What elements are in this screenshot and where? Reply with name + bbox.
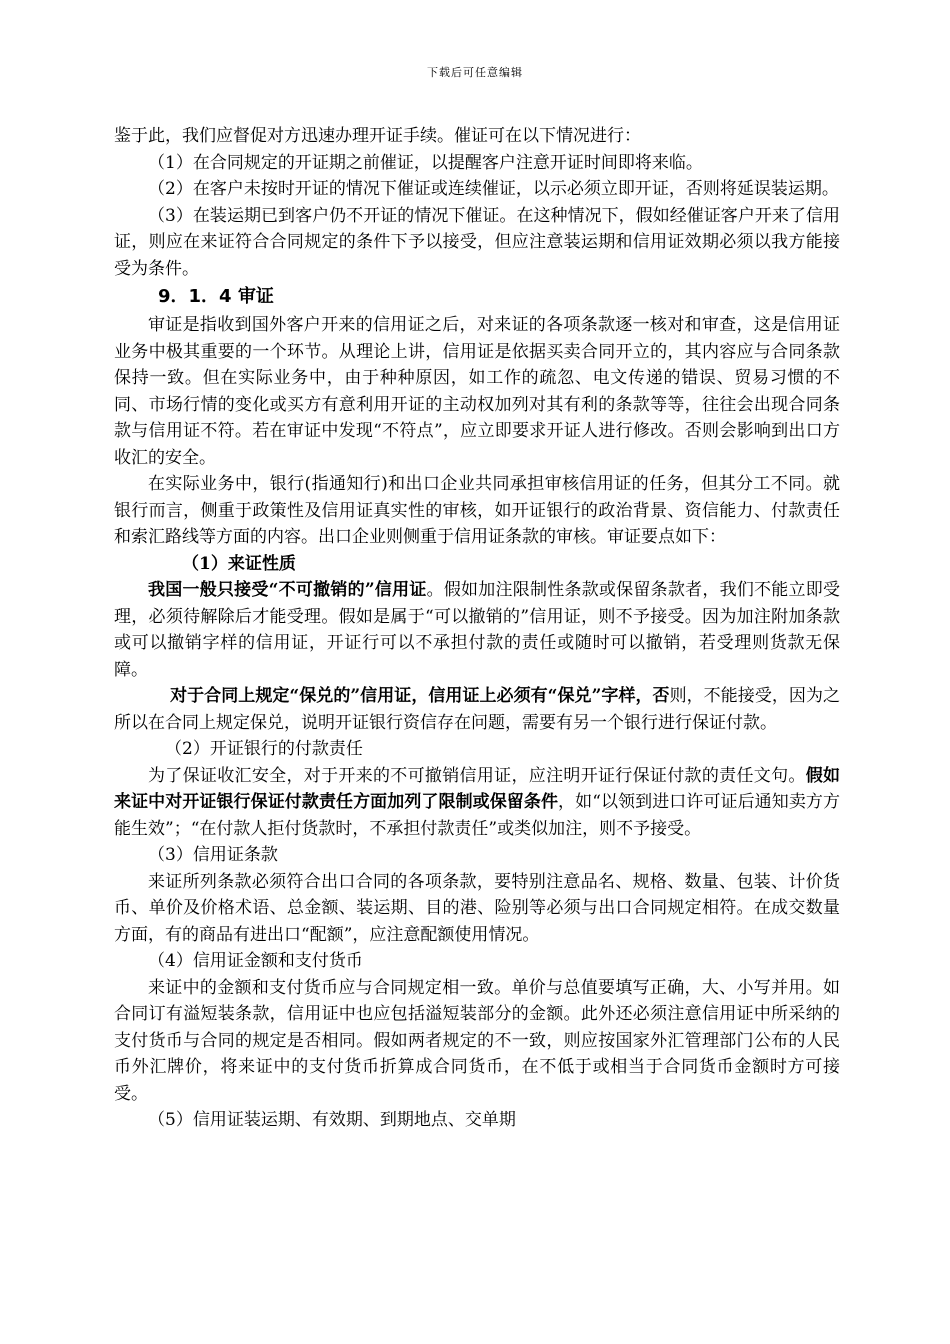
paragraph-lc-terms: 来证所列条款必须符合出口合同的各项条款，要特别注意品名、规格、数量、包装、计价货币、单价及价格术语、总金额、装运期、目的港、险别等必须与出口合同规定相符。在成交数量方面，有的商品有进出口“配额”，应注意配额使用情况。	[114, 871, 840, 945]
subheading-nature: （1）来证性质	[182, 553, 296, 574]
paragraph-confirmed	[114, 683, 840, 736]
paragraph-irrevocable	[114, 577, 840, 683]
subheading-payment-responsibility: （2）开证银行的付款责任	[165, 739, 363, 759]
page-header: 下载后可任意编辑	[427, 66, 523, 79]
subheading-amount-currency: （4）信用证金额和支付货币	[148, 951, 363, 971]
paragraph-payment-a: 为了保证收汇安全，对于开来的不可撤销信用证，应注明开证行保证付款的责任文句。	[148, 765, 806, 786]
paragraph-irrevocable-bold: 我国一般只接受“不可撤销的”信用证	[148, 580, 427, 600]
subheading-shipment-validity: （5）信用证装运期、有效期、到期地点、交单期	[148, 1110, 516, 1130]
paragraph-payment-rest: ，如“以领到进口许可证后通知卖方方能生效”；“在付款人拒付货款时，不承担付款责任”或类似加注，则不予接受。	[114, 792, 840, 839]
paragraph-irrevocable-rest: 。假如加注限制性条款或保留条款者，我们不能立即受理，必须待解除后才能受理。假如是属于“可以撤销的”信用证，则不予接受。因为加注附加条款或可以撤销字样的信用证，开证行可以不承担付款的责任或随时可以撤销，若受理则货款无保障。	[114, 580, 841, 680]
paragraph-confirmed-rest: 则，不能接受，因为之所以在合同上规定保兑，说明开证银行资信存在问题，需要有另一个银行进行保证付款。	[114, 686, 840, 733]
subheading-lc-terms: （3）信用证条款	[148, 845, 278, 865]
document-body	[114, 123, 840, 1134]
paragraph-confirmed-bold: 对于合同上规定“保兑的”信用证，信用证上必须有“保兑”字样，否	[170, 686, 670, 706]
paragraph-item-3: （3）在装运期已到客户仍不开证的情况下催证。在这种情况下，假如经催证客户开来了信用证，则应在来证符合合同规定的条件下予以接受，但应注意装运期和信用证效期必须以我方能接受为条件。	[114, 205, 840, 279]
paragraph-amount-currency: 来证中的金额和支付货币应与合同规定相一致。单价与总值要填写正确，大、小写并用。如合同订有溢短装条款，信用证中也应包括溢短装部分的金额。此外还必须注意信用证中所采纳的支付货币与合同的规定是否相同。假如两者规定的不一致，则应按国家外汇管理部门公布的人民币外汇牌价，将来证中的支付货币折算成合同货币，在不低于或相当于合同货币金额时方可接受。	[114, 977, 840, 1104]
section-heading: 9．1．4 审证	[158, 286, 274, 307]
paragraph-intro: 鉴于此，我们应督促对方迅速办理开证手续。催证可在以下情况进行：	[114, 126, 641, 146]
paragraph-item-1: （1）在合同规定的开证期之前催证，以提醒客户注意开证时间即将来临。	[148, 152, 703, 173]
paragraph-payment-bold: 假如来证中对开证银行保证付款责任方面加列了限制或保留条件	[114, 765, 841, 812]
paragraph-payment-responsibility	[114, 763, 840, 843]
paragraph-review-roles: 在实际业务中，银行(指通知行)和出口企业共同承担审核信用证的任务，但其分工不同。就银行而言，侧重于政策性及信用证真实性的审核，如开证银行的政治背景、资信能力、付款责任和索汇路线等方面的内容。出口企业则侧重于信用证条款的审核。审证要点如下：	[114, 474, 840, 547]
paragraph-review-intro: 审证是指收到国外客户开来的信用证之后，对来证的各项条款逐一核对和审查，这是信用证业务中极其重要的一个环节。从理论上讲，信用证是依据买卖合同开立的，其内容应与合同条款保持一致。但在实际业务中，由于种种原因，如工作的疏忽、电文传递的错误、贸易习惯的不同、市场行情的变化或买方有意利用开证的主动权加列对其有利的条款等等，往往会出现合同条款与信用证不符。若在审证中发现“不符点”，应立即要求开证人进行修改。否则会影响到出口方收汇的安全。	[114, 315, 840, 468]
paragraph-item-2: （2）在客户未按时开证的情况下催证或连续催证，以示必须立即开证，否则将延误装运期。	[148, 179, 839, 199]
